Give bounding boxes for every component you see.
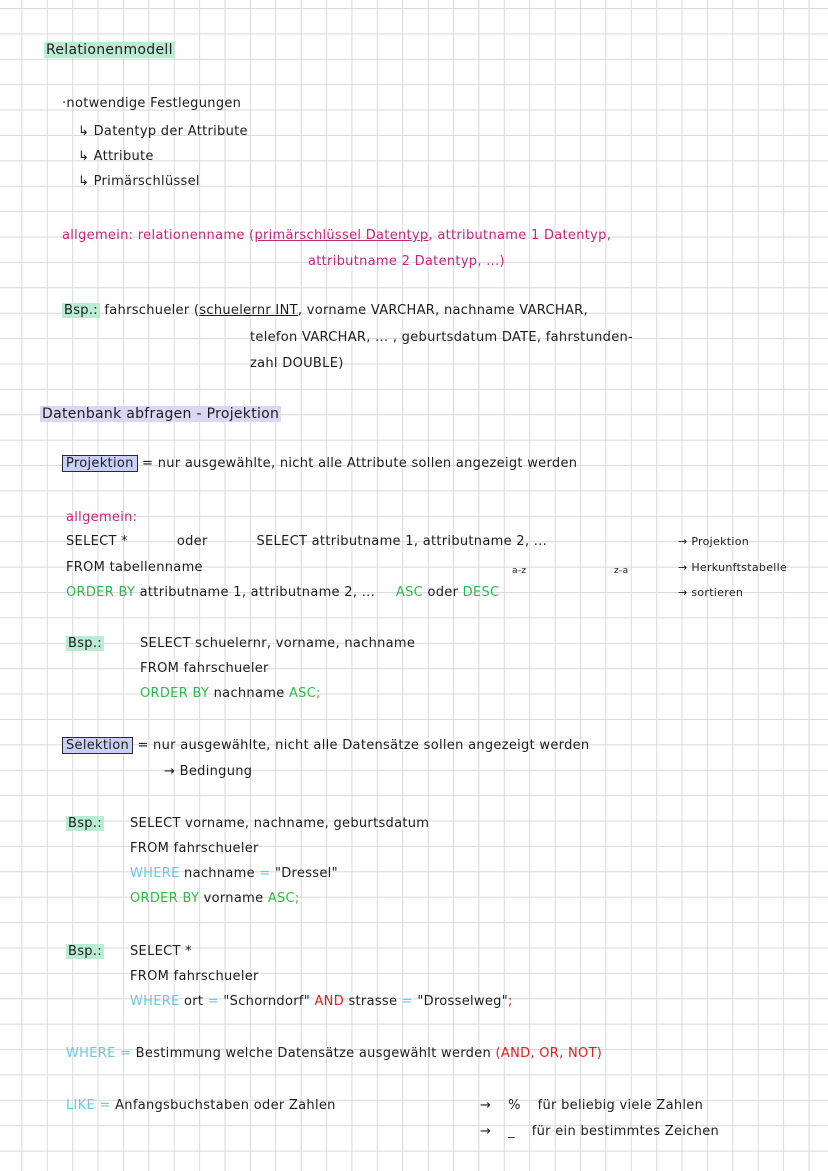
bsp4-where: WHERE ort = "Schorndorf" AND strasse = "Drosselweg"; (130, 994, 513, 1009)
allgemein-select-line: SELECT * oder SELECT attributname 1, attributname 2, ... (66, 534, 548, 549)
allgemein-from-line: FROM tabellenname (66, 560, 203, 575)
bsp3-where: WHERE nachname = "Dressel" (130, 866, 338, 881)
note-sortieren: → sortieren (678, 586, 744, 599)
note-projektion: → Projektion (678, 535, 750, 548)
bsp-relation-line2: telefon VARCHAR, ... , geburtsdatum DATE, fahrstunden- (250, 330, 634, 345)
bsp4-from: FROM fahrschueler (130, 969, 259, 984)
notwendig-item: ↳ Primärschlüssel (78, 174, 200, 189)
selektion-definition: Selektion = nur ausgewählte, nicht alle Datensätze sollen angezeigt werden (62, 738, 589, 753)
allgemein-orderby-line: ORDER BY attributname 1, attributname 2, ... ASC oder DESC (66, 585, 500, 600)
bsp-relation-line3: zahl DOUBLE) (250, 356, 344, 371)
bsp2-orderby: ORDER BY nachname ASC; (140, 686, 321, 701)
bsp3-label: Bsp.: (68, 816, 102, 831)
bsp3-select: SELECT vorname, nachname, geburtsdatum (130, 816, 430, 831)
bsp-relation: Bsp.: fahrschueler (schuelernr INT, vorname VARCHAR, nachname VARCHAR, (64, 303, 588, 318)
like-definition: LIKE = Anfangsbuchstaben oder Zahlen (66, 1098, 336, 1113)
allgemein-relation-line2: attributname 2 Datentyp, ...) (308, 254, 505, 269)
notwendig-item: ↳ Attribute (78, 149, 154, 164)
like-percent-row: → % für beliebig viele Zahlen (480, 1098, 704, 1113)
bsp4-label: Bsp.: (68, 944, 102, 959)
za-note: z-a (614, 566, 629, 576)
like-underscore-row: → _ für ein bestimmtes Zeichen (480, 1124, 720, 1139)
notwendig-item: ↳ Datentyp der Attribute (78, 124, 248, 139)
notwendig-heading: ·notwendige Festlegungen (62, 96, 242, 111)
bsp2-from: FROM fahrschueler (140, 661, 269, 676)
allgemein-label: allgemein: (66, 510, 138, 525)
allgemein-relation: allgemein: relationenname (primärschlüssel Datentyp, attributname 1 Datentyp, (62, 228, 612, 243)
az-note: a-z (512, 566, 527, 576)
bsp2-select: SELECT schuelernr, vorname, nachname (140, 636, 416, 651)
bsp4-select: SELECT * (130, 944, 192, 959)
projektion-definition: Projektion = nur ausgewählte, nicht alle Attribute sollen angezeigt werden (62, 456, 577, 471)
note-herkunft: → Herkunftstabelle (678, 561, 788, 574)
selektion-bedingung: → Bedingung (164, 764, 253, 779)
bsp3-from: FROM fahrschueler (130, 841, 259, 856)
bsp3-orderby: ORDER BY vorname ASC; (130, 891, 300, 906)
where-definition: WHERE = Bestimmung welche Datensätze ausgewählt werden (AND, OR, NOT) (66, 1046, 603, 1061)
bsp2-label: Bsp.: (68, 636, 102, 651)
page-title: Relationenmodell (46, 42, 173, 58)
section-heading: Datenbank abfragen - Projektion (42, 406, 280, 422)
